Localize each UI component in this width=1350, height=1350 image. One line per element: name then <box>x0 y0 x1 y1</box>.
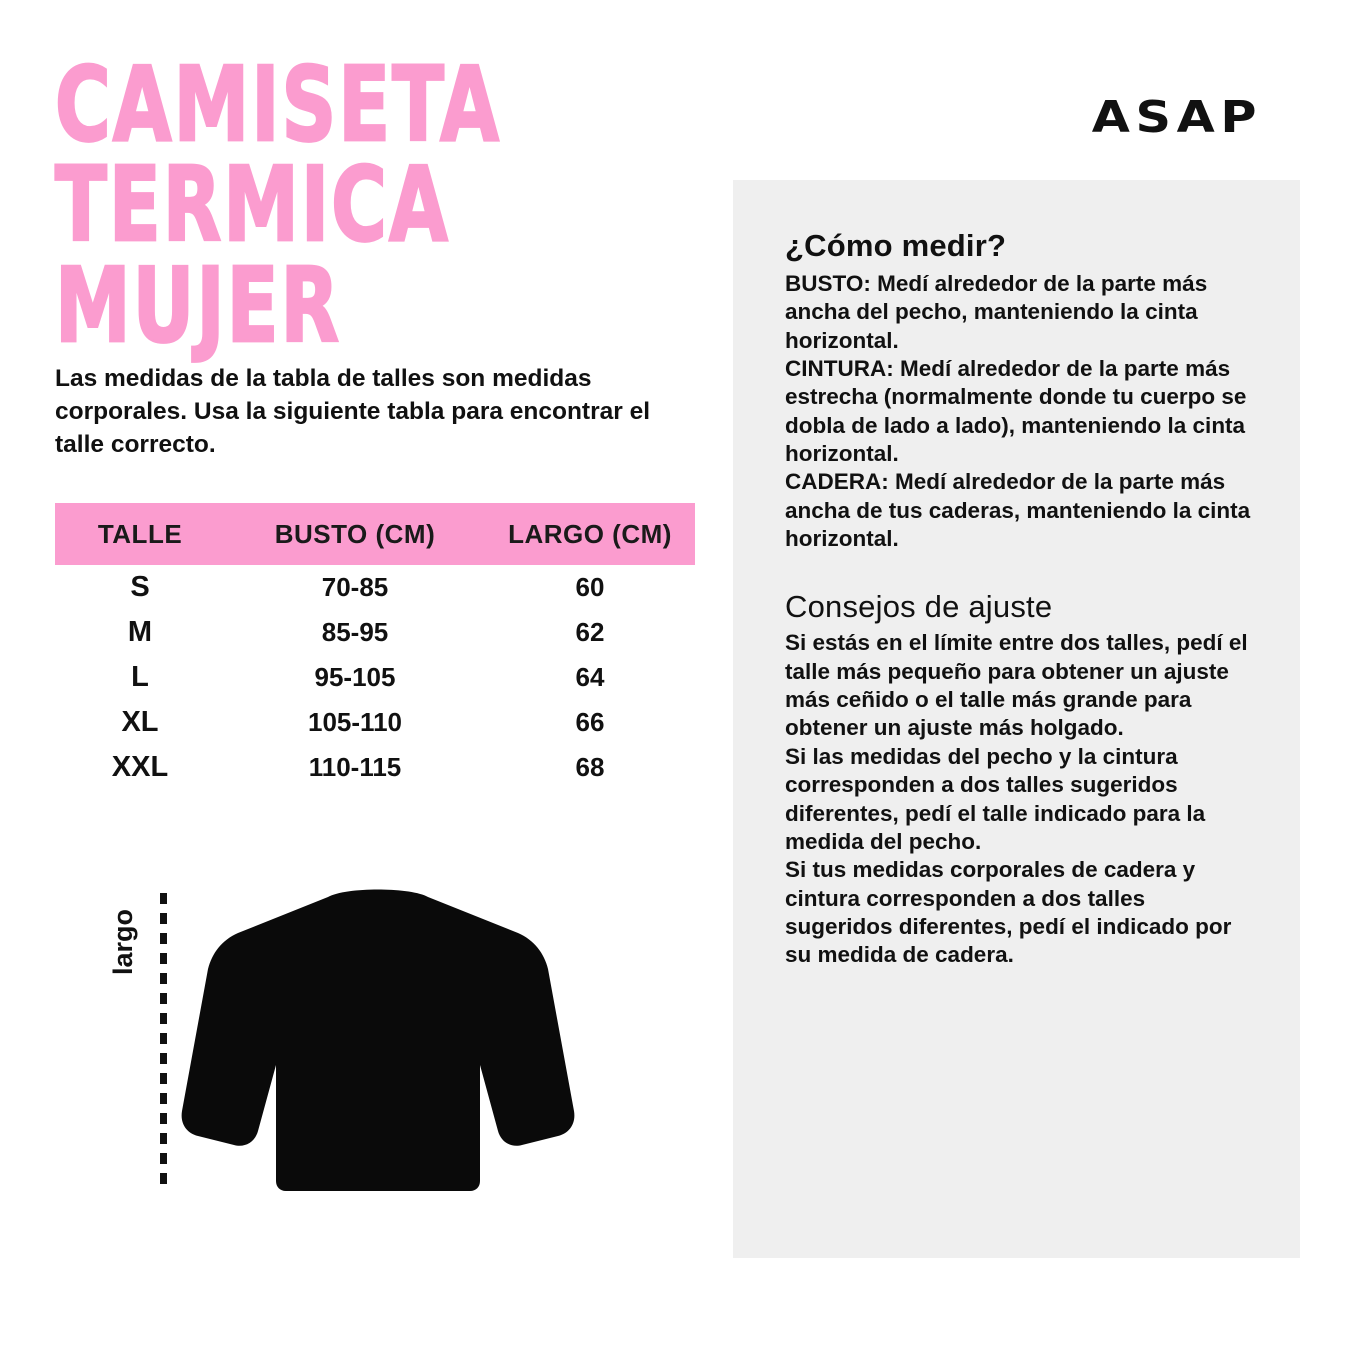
column-header-largo: LARGO (CM) <box>508 518 672 549</box>
brand-logo: ASAP <box>1091 92 1262 143</box>
cell-largo: 62 <box>575 617 605 647</box>
measure-line-busto: BUSTO: Medí alrededor de la parte más ancha del pecho, manteniendo la cinta horizontal. <box>785 271 1208 353</box>
garment-diagram <box>100 875 660 1205</box>
measure-line-cadera: CADERA: Medí alrededor de la parte más ancha de tus caderas, manteniendo la cinta horizontal. <box>785 469 1251 552</box>
cell-busto: 85-95 <box>321 617 389 647</box>
cell-largo: 68 <box>575 752 605 782</box>
page-title <box>55 44 755 366</box>
how-to-measure-heading: ¿Cómo medir? <box>785 228 1007 263</box>
largo-measure-label: largo <box>108 908 138 975</box>
cell-talle: XL <box>121 706 159 738</box>
cell-largo: 64 <box>575 662 605 692</box>
fit-tips-heading: Consejos de ajuste <box>785 589 1053 625</box>
fit-tip-1: Si estás en el límite entre dos talles, pedí el talle más pequeño para obtener un ajuste más ceñido o el talle más grande para obtener un ajuste más holgado. <box>785 630 1248 741</box>
cell-talle: S <box>130 571 150 603</box>
cell-busto: 95-105 <box>314 662 396 692</box>
size-table-header-row <box>55 503 695 565</box>
cell-largo: 66 <box>575 707 605 737</box>
cell-busto: 110-115 <box>308 752 402 782</box>
cell-talle: XXL <box>111 751 169 783</box>
dashed-measure-line <box>160 893 167 1185</box>
fit-tip-2: Si las medidas del pecho y la cintura corresponden a dos talles sugeridos diferentes, pedí el talle indicado para la medida del pecho. <box>785 743 1206 854</box>
cell-largo: 60 <box>575 572 605 602</box>
table-row <box>55 700 695 745</box>
column-header-busto: BUSTO (CM) <box>274 518 436 549</box>
page-title-line1: CAMISETA <box>55 44 501 165</box>
table-row <box>55 565 695 610</box>
table-row <box>55 745 695 790</box>
column-header-talle: TALLE <box>97 518 183 549</box>
page-title-line2: TERMICA MUJER <box>55 144 450 366</box>
info-panel <box>733 180 1300 1258</box>
size-table <box>55 503 695 790</box>
intro-paragraph: Las medidas de la tabla de talles son medidas corporales. Usa la siguiente tabla para encontrar el talle correcto. <box>55 365 651 459</box>
cell-busto: 105-110 <box>308 707 402 737</box>
measure-line-cintura: CINTURA: Medí alrededor de la parte más estrecha (normalmente donde tu cuerpo se dobla de lado a lado), manteniendo la cinta horizontal. <box>785 356 1247 467</box>
cell-talle: M <box>127 616 153 648</box>
fit-tip-3: Si tus medidas corporales de cadera y cintura corresponden a dos talles sugeridos diferentes, pedí el indicado por su medida de cadera. <box>785 857 1232 968</box>
cell-busto: 70-85 <box>321 572 389 602</box>
cell-talle: L <box>131 661 149 693</box>
fit-tips-list <box>785 629 1258 969</box>
long-sleeve-shirt-icon <box>178 885 578 1200</box>
table-row <box>55 610 695 655</box>
table-row <box>55 655 695 700</box>
